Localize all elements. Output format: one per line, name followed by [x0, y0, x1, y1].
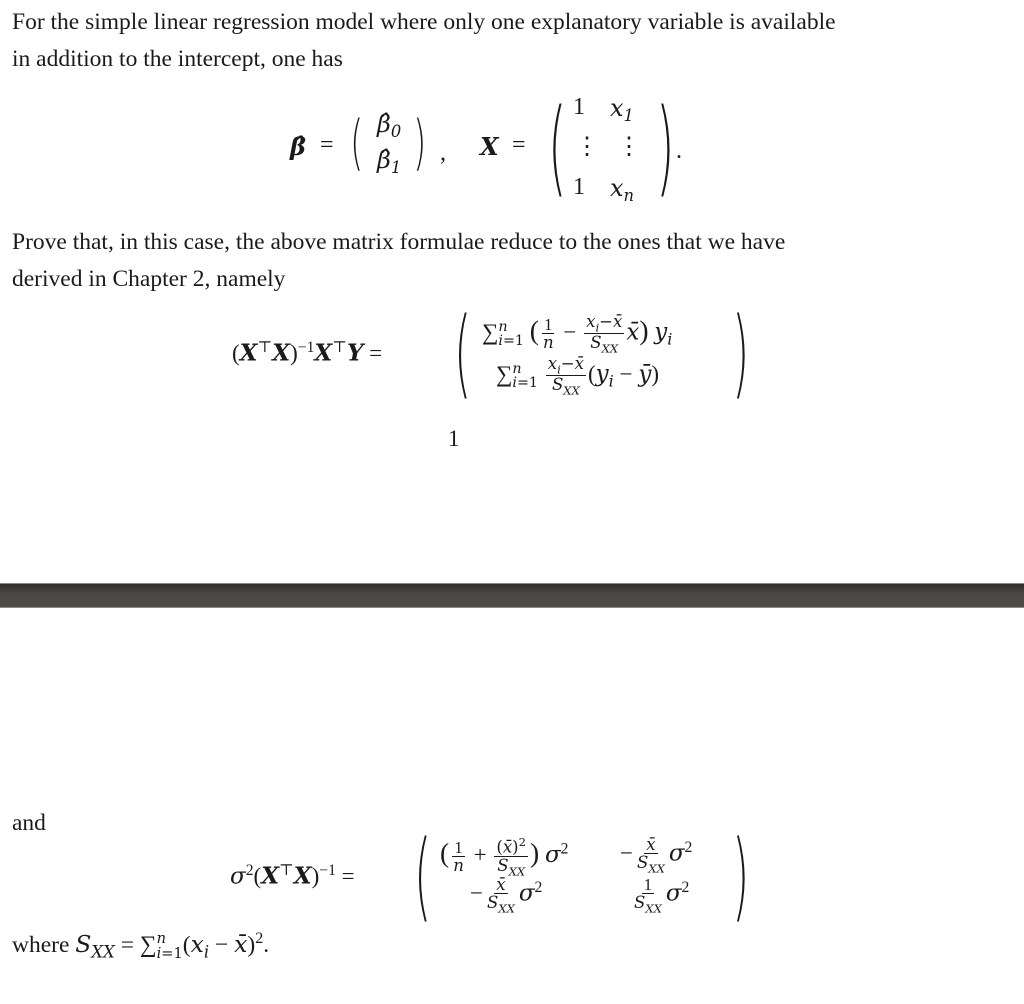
right-paren: ) — [732, 820, 750, 932]
right-paren: ) — [732, 297, 750, 409]
X-r3c1: 1 — [573, 174, 585, 200]
where-definition: where $S_{XX}$ = ∑ n i=1 ($x_i$ − x̄)$^2$. — [12, 930, 270, 962]
equation-beta-and-design-matrix — [0, 88, 1024, 218]
X-r2c1: ⋮ — [575, 134, 599, 160]
page-number: 1 — [448, 426, 460, 451]
X-r3c2: $x_n$ — [610, 174, 635, 205]
X-r1c2: $x_1$ — [610, 94, 634, 125]
var-r2c1: − $\frac{x̄}{S_{XX}}$ $\sigma^2$ — [470, 875, 543, 916]
equals-sign: = — [512, 132, 526, 158]
equals-sign: = — [320, 132, 334, 158]
intro-line-1: For the simple linear regression model where only one explanatory variable is available — [12, 9, 836, 35]
var-r1c1: ( $\frac{1}{n}$ + $\frac{(x̄)^2}{S_{XX}}$ ) $\sigma^2$ — [440, 835, 569, 879]
page-divider — [0, 583, 1024, 608]
right-paren: ) — [413, 108, 427, 178]
beta-hat-symbol: β̂ — [290, 132, 306, 161]
var-r1c2: − $\frac{x̄}{S_{XX}}$ $\sigma^2$ — [620, 835, 693, 876]
equation-ols-estimator — [0, 297, 1024, 409]
period: . — [676, 138, 682, 164]
comma: , — [440, 140, 446, 166]
ols-row-slope: ∑ n i=1 $\frac{x_i-x̄}{S_{XX}}$ ($y_i$ − ȳ) — [496, 354, 659, 398]
intro-line-2: in addition to the intercept, one has — [12, 46, 343, 72]
beta0-entry: $\betâ_0$ — [377, 110, 402, 141]
where-text: where — [12, 932, 70, 958]
left-paren: ( — [350, 108, 364, 178]
right-paren: ) — [656, 86, 675, 208]
variance-lhs: $\sigma^2(X^⊤X)^{-1}$ = — [230, 862, 355, 890]
left-paren: ( — [454, 297, 472, 409]
left-paren: ( — [548, 86, 567, 208]
beta1-entry: $\betâ_1$ — [377, 146, 402, 177]
left-paren: ( — [414, 820, 432, 932]
X-r1c1: 1 — [573, 94, 585, 120]
ols-row-intercept: ∑ n i=1 ( $\frac{1}{n}$ − $\frac{x_i-x̄}{S_{XX}}$ x̄) $y_i$ — [482, 312, 673, 356]
matrix-X-symbol: X — [480, 132, 499, 161]
X-r2c2: ⋮ — [617, 134, 641, 160]
prove-line-1: Prove that, in this case, the above matrix formulae reduce to the ones that we have — [12, 229, 786, 255]
and-text: and — [12, 810, 46, 836]
var-r2c2: $\frac{1}{S_{XX}}$ $\sigma^2$ — [634, 875, 690, 916]
prove-line-2: derived in Chapter 2, namely — [12, 266, 286, 292]
ols-lhs: $(X^⊤X)^{-1}X^⊤Y$ = — [232, 339, 383, 367]
